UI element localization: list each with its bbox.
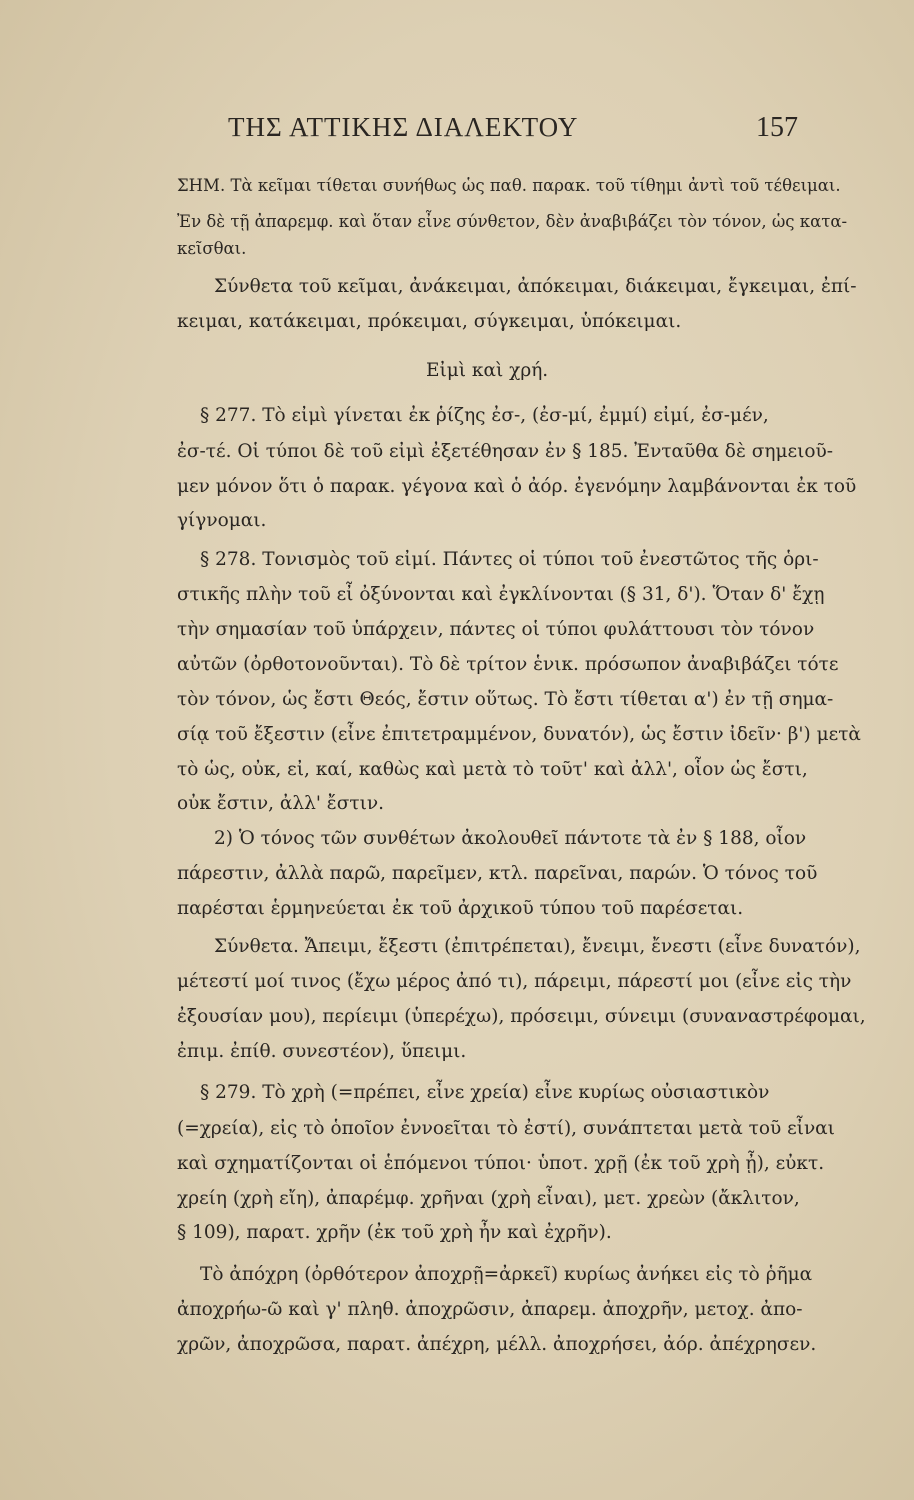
text-line: ἐξουσίαν μου), περίειμι (ὑπερέχω), πρόσειμι, σύνειμι (συναναστρέφομαι, <box>177 1006 866 1027</box>
page-number: 157 <box>756 112 798 143</box>
text-line: ἀποχρήω-ῶ καὶ γ' πληθ. ἀποχρῶσιν, ἀπαρεμ. ἀποχρῆν, μετοχ. ἀπο- <box>177 1299 803 1320</box>
text-line: χρείη (χρὴ εἴη), ἀπαρέμφ. χρῆναι (χρὴ εἶναι), μετ. χρεὼν (ἄκλιτον, <box>177 1188 800 1209</box>
text-line: ἐσ-τέ. Οἱ τύποι δὲ τοῦ εἰμὶ ἐξετέθησαν ἐν § 185. Ἐνταῦθα δὲ σημειοῦ- <box>177 441 833 462</box>
text-line: (=χρεία), εἰς τὸ ὁποῖον ἐννοεῖται τὸ ἐστί), συνάπτεται μετὰ τοῦ εἶναι <box>177 1118 835 1139</box>
text-line: Σύνθετα. Ἄπειμι, ἔξεστι (ἐπιτρέπεται), ἔνειμι, ἔνεστι (εἶνε δυνατόν), <box>214 936 861 957</box>
text-line: § 279. Τὸ χρὴ (=πρέπει, εἶνε χρεία) εἶνε κυρίως οὐσιαστικὸν <box>200 1082 770 1103</box>
text-line: § 277. Τὸ εἰμὶ γίνεται ἐκ ῥίζης ἐσ-, (ἐσ-μί, ἐμμί) εἰμί, ἐσ-μέν, <box>200 405 769 426</box>
text-line: καὶ σχηματίζονται οἱ ἑπόμενοι τύποι· ὑποτ. χρῇ (ἐκ τοῦ χρὴ ᾖ), εὐκτ. <box>177 1153 825 1174</box>
text-line: Σύνθετα τοῦ κεῖμαι, ἀνάκειμαι, ἀπόκειμαι, διάκειμαι, ἔγκειμαι, ἐπί- <box>214 276 857 297</box>
text-line: παρέσται ἑρμηνεύεται ἐκ τοῦ ἀρχικοῦ τύπου τοῦ παρέσεται. <box>177 898 744 919</box>
text-line: § 109), παρατ. χρῆν (ἐκ τοῦ χρὴ ἦν καὶ ἐχρῆν). <box>177 1222 612 1243</box>
running-title: ΤΗΣ ΑΤΤΙΚΗΣ ΔΙΑΛΕΚΤΟΥ <box>228 112 579 142</box>
text-line: κεῖσθαι. <box>177 239 247 258</box>
text-line: οὐκ ἔστιν, ἀλλ' ἔστιν. <box>177 793 384 814</box>
text-line: πάρεστιν, ἀλλὰ παρῶ, παρεῖμεν, κτλ. παρεῖναι, παρών. Ὁ τόνος τοῦ <box>177 863 818 884</box>
text-line: Ἐν δὲ τῇ ἀπαρεμφ. καὶ ὅταν εἶνε σύνθετον, δὲν ἀναβιβάζει τὸν τόνον, ὡς κατα- <box>177 212 848 231</box>
text-line: ΣΗΜ. Τὰ κεῖμαι τίθεται συνήθως ὡς παθ. παρακ. τοῦ τίθημι ἀντὶ τοῦ τέθειμαι. <box>177 176 841 195</box>
text-line: τὸν τόνον, ὡς ἔστι Θεός, ἔστιν οὕτως. Τὸ ἔστι τίθεται α') ἐν τῇ σημα- <box>177 689 834 710</box>
text-line: αὐτῶν (ὀρθοτονοῦνται). Τὸ δὲ τρίτον ἑνικ. πρόσωπον ἀναβιβάζει τότε <box>177 654 839 675</box>
text-line: στικῆς πλὴν τοῦ εἶ ὀξύνονται καὶ ἐγκλίνονται (§ 31, δ'). Ὅταν δ' ἔχῃ <box>177 584 825 605</box>
text-line: τὸ ὡς, οὐκ, εἰ, καί, καθὼς καὶ μετὰ τὸ τοῦτ' καὶ ἀλλ', οἷον ὡς ἔστι, <box>177 759 808 780</box>
text-line: γίγνομαι. <box>177 510 267 531</box>
text-line: τὴν σημασίαν τοῦ ὑπάρχειν, πάντες οἱ τύποι φυλάττουσι τὸν τόνον <box>177 619 815 640</box>
text-line: σίᾳ τοῦ ἔξεστιν (εἶνε ἐπιτετραμμένον, δυνατόν), ὡς ἔστιν ἰδεῖν· β') μετὰ <box>177 724 861 745</box>
text-line: § 278. Τονισμὸς τοῦ εἰμί. Πάντες οἱ τύποι τοῦ ἐνεστῶτος τῆς ὁρι- <box>200 549 819 570</box>
text-line: Τὸ ἀπόχρη (ὀρθότερον ἀποχρῇ=ἀρκεῖ) κυρίως ἀνήκει εἰς τὸ ῥῆμα <box>200 1264 813 1285</box>
section-heading: Εἰμὶ καὶ χρή. <box>426 360 549 381</box>
text-line: 2) Ὁ τόνος τῶν συνθέτων ἀκολουθεῖ πάντοτε τὰ ἐν § 188, οἷον <box>214 828 807 849</box>
text-line: ἐπιμ. ἐπίθ. συνεστέον), ὕπειμι. <box>177 1041 467 1062</box>
text-line: κειμαι, κατάκειμαι, πρόκειμαι, σύγκειμαι, ὑπόκειμαι. <box>177 311 682 332</box>
text-line: μέτεστί μοί τινος (ἔχω μέρος ἀπό τι), πάρειμι, πάρεστί μοι (εἶνε εἰς τὴν <box>177 971 852 992</box>
text-line: χρῶν, ἀποχρῶσα, παρατ. ἀπέχρη, μέλλ. ἀποχρήσει, ἀόρ. ἀπέχρησεν. <box>177 1334 817 1355</box>
text-line: μεν μόνον ὅτι ὁ παρακ. γέγονα καὶ ὁ ἀόρ. ἐγενόμην λαμβάνονται ἐκ τοῦ <box>177 476 857 497</box>
